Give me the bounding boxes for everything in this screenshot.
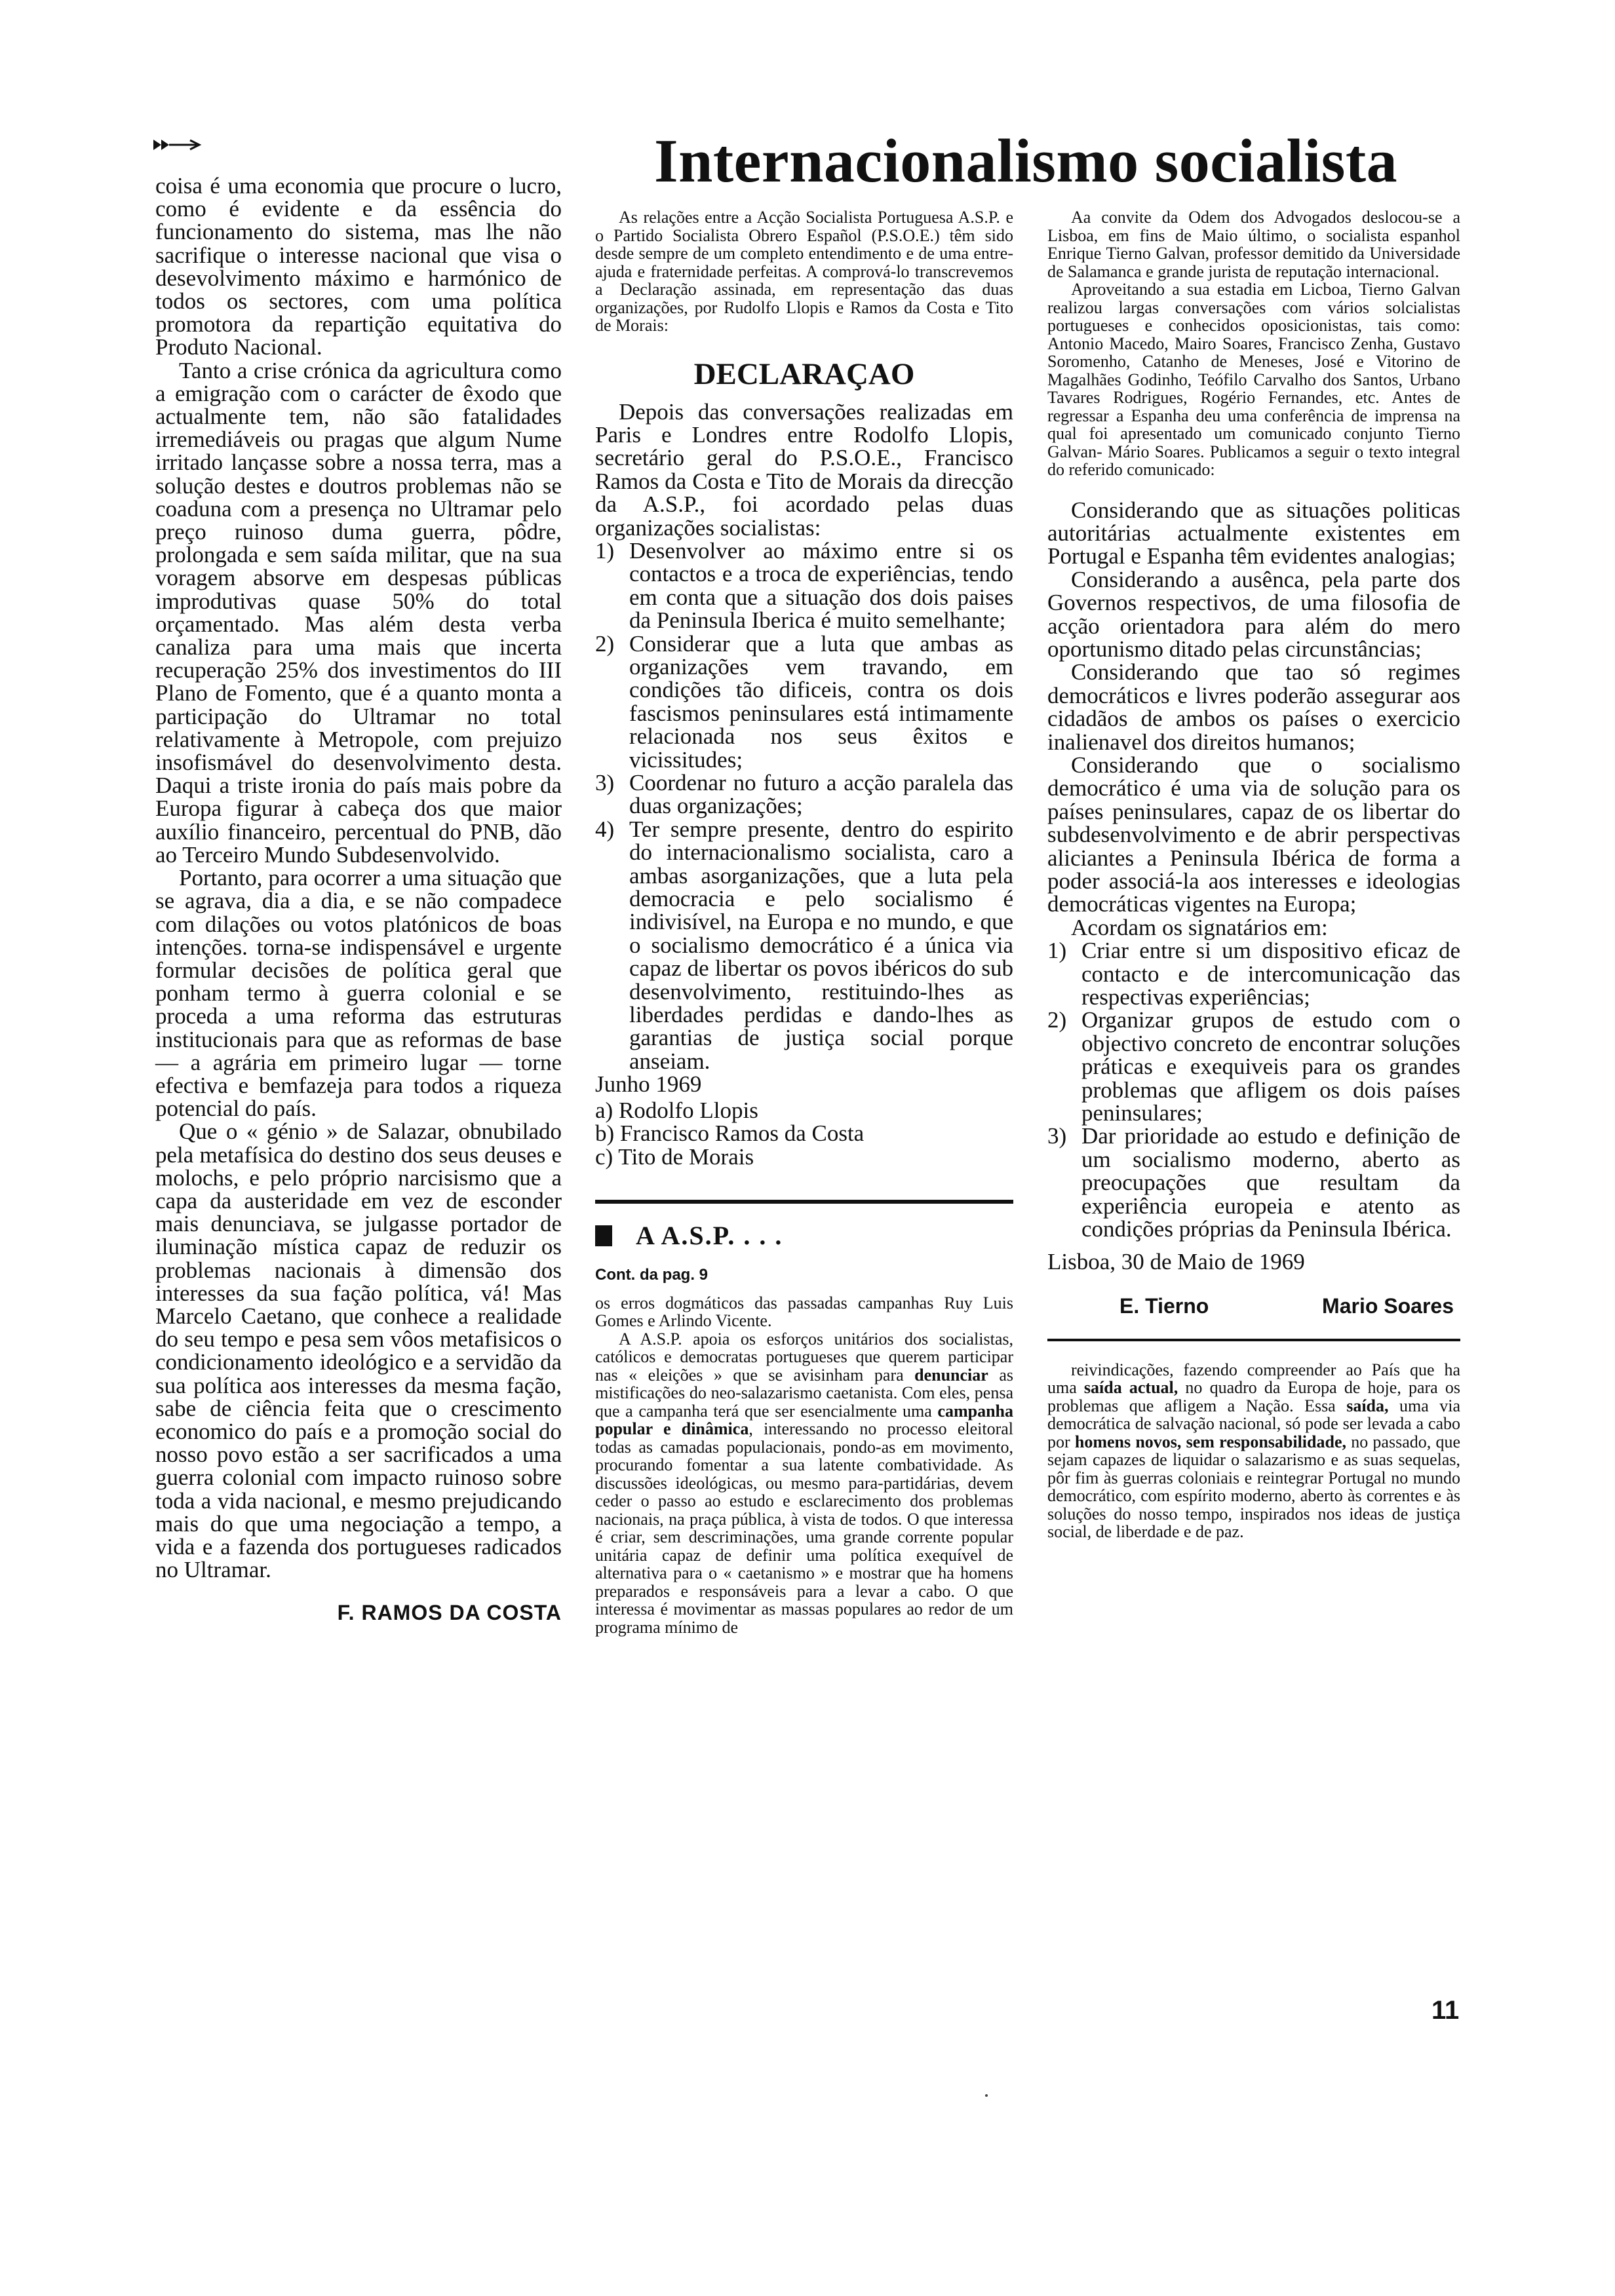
bold-text: saída actual, xyxy=(1083,1378,1178,1398)
text-run: no quadro da Europa de hoje, para os problemas que afligem a Nação. Essa xyxy=(1047,1378,1460,1415)
list-item xyxy=(595,771,1013,818)
item-text: Criar entre si um dispositivo eficaz de contacto e de intercomunicação das respectivas experiências; xyxy=(1081,938,1460,1010)
arrow-right-icon xyxy=(152,137,204,153)
bold-text: denunciar xyxy=(914,1365,988,1385)
text-run: uma via democrática de salvação nacional, só pode ser levada a cabo por xyxy=(1047,1396,1460,1451)
signature-tierno: E. Tierno xyxy=(1119,1293,1209,1318)
right-column xyxy=(1047,208,1460,1541)
list-item xyxy=(595,539,1013,632)
continuation-note: Cont. da pag. 9 xyxy=(595,1265,709,1284)
section-divider xyxy=(595,1200,1013,1204)
declaration-points xyxy=(595,539,1013,1073)
intro-paragraph: Aproveitando a sua estadia em Licboa, Tierno Galvan realizou largas conversações com vários solcialistas portugueses e conhecidos oposicionistas, tais como: Antonio Macedo, Mairo Soares, Francisco Zenha, Gustavo Soromenho, Catanho de Meneses, José e Vitorino de Magalhães Godinho, Teófilo Carvalho dos Santos, Urbano Tavares Rodrigues, Rogério Fernandes, etc. Antes de regressar a Espanha deu uma conferência de imprensa na qual foi apresentado um comunicado conjunto Tierno Galvan- Mário Soares. Publicamos a seguir o texto integral do referido comunicado: xyxy=(1047,280,1460,479)
paragraph: Tanto a crise crónica da agricultura como a emigração com o carácter de êxodo que actualmente tem, não são fatalidades irremediáveis ou pragas que algum Nume irritado lançasse sobre a nossa terra, mas a solução destes e doutros problemas não se coaduna com a presença no Ultramar pelo preço ruinoso duma guerra, pôdre, prolongada e sem saída militar, que na sua voragem absorve em despesas públicas improdutivas quase 50% do total orçamentado. Mas além desta verba canaliza para uma mais que incerta recuperação 25% dos investimentos do III Plano de Fomento, que é a quanto monta a participação do Ultramar no total relativamente à Metropole, com prejuizo insofismável do desenvolvimento desta. Daqui a triste ironia do país mais pobre da Europa figurar à cabeça dos que maior auxílio financeiro, percentual do PNB, dão ao Terceiro Mundo Subdesenvolvido. xyxy=(155,357,562,868)
section-divider xyxy=(1047,1339,1460,1341)
middle-column xyxy=(595,208,1013,1636)
list-item xyxy=(595,818,1013,1073)
item-number: 1) xyxy=(1047,938,1067,964)
signer: b) Francisco Ramos da Costa xyxy=(595,1120,865,1147)
item-text: Considerar que a luta que ambas as organizações vem travando, em condições tão dificeis, contra os dois fascismos peninsulares está intimamente relacionada nos seus êxitos e vicissitudes; xyxy=(629,630,1013,773)
communique-date: Lisboa, 30 de Maio de 1969 xyxy=(1047,1248,1305,1274)
item-number: 2) xyxy=(595,630,615,657)
item-number: 3) xyxy=(1047,1123,1067,1149)
asp-heading-text: A A.S.P. . . . xyxy=(636,1220,783,1250)
text-run: , interessando no processo eleitoral todas as camadas populacionais, pondo-as em movimento, procurando fomentar a sua latente combatividade. As discussões ideológicas, ou mesmo para-partidárias, devem ceder o passo ao estudo e esclarecimento dos problemas nacionais, na praça pública, à vista de todos. O que interessa é criar, sem descriminações, uma grande corrente popular unitária capaz de definir uma política exequível de alternativa para o « caetanismo » e mostrar que ha homens preparados e responsáveis para a levar a cabo. O que interessa é movimentar as massas populares ao redor de um programa mínimo de xyxy=(595,1419,1014,1637)
intro-paragraph: Aa convite da Odem dos Advogados deslocou-se a Lisboa, em fins de Maio último, o socialista espanhol Enrique Tierno Galvan, professor demitido da Universidade de Salamanca e grande jurista de reputação internacional. xyxy=(1047,208,1460,281)
signer: a) Rodolfo Llopis xyxy=(595,1097,758,1123)
signatures xyxy=(1119,1293,1454,1319)
list-item xyxy=(1047,939,1460,1008)
considerando: Acordam os signatários em: xyxy=(1071,914,1328,940)
text-run: A A.S.P. apoia os esforços unitários dos socialistas, católicos e democratas portugueses que querem participar nas « eleições » que se avisinham para xyxy=(595,1329,1013,1385)
considerando: Considerando a ausênca, pela parte dos Governos respectivos, de uma filosofia de acção orientadora para além do mero oportunismo ditado pelas circunstâncias; xyxy=(1047,566,1460,662)
paragraph: Portanto, para ocorrer a uma situação que se agrava, dia a dia, e se não compadece com dilações ou votos platónicos de boas intenções. torna-se indispensável e urgente formular decisões de política geral que ponham termo à guerra colonial e se proceda a uma reforma das estruturas institucionais para que as reformas de base — a agrária em primeiro lugar — torne efectiva e bemfazeja para todos a riqueza potencial do país. xyxy=(155,865,562,1122)
intro-paragraph: As relações entre a Acção Socialista Portuguesa A.S.P. e o Partido Socialista Obrero Español (P.S.O.E.) têm sido desde sempre de um completo entendimento e de uma entre-ajuda e fraternidade perfeitas. A comprová-lo transcrevemos a Declaração assinada, em representação das duas organizações, por Rudolfo Llopis e Ramos da Costa e Tito de Morais: xyxy=(595,208,1013,335)
agreement-points xyxy=(1047,939,1460,1240)
left-column xyxy=(155,174,562,1626)
item-text: Dar prioridade ao estudo e definição de um socialismo moderno, aberto as preocupações que resultam da experiência europeia e atento as condições próprias da Peninsula Ibérica. xyxy=(1081,1123,1460,1242)
list-item xyxy=(1047,1008,1460,1124)
paragraph: os erros dogmáticos das passadas campanhas Ruy Luis Gomes e Arlindo Vicente. xyxy=(595,1293,1013,1331)
considerando: Considerando que o socialismo democrático é uma via de solução para os países peninsulares, capaz de os libertar do subdesenvolvimento e de abrir perspectivas aliciantes a Peninsula Ibérica de forma a poder associá-la aos interesses e ideologias democráticas vigentes na Europa; xyxy=(1047,752,1460,917)
item-text: Organizar grupos de estudo com o objectivo concreto de encontrar soluções práticas e exequiveis para os grandes problemas que afligem os dois países peninsulares; xyxy=(1081,1007,1460,1126)
item-number: 2) xyxy=(1047,1007,1067,1033)
item-number: 3) xyxy=(595,770,615,795)
paragraph xyxy=(595,1330,1013,1637)
section-heading: DECLARAÇAO xyxy=(693,356,915,391)
considerando: Considerando que tao só regimes democráticos e livres poderão assegurar aos cidadãos de ambos os países o exercicio inalienavel dos direitos humanos; xyxy=(1047,659,1460,755)
asp-heading xyxy=(595,1219,1013,1252)
page-title: Internacionalismo socialista xyxy=(654,127,1398,195)
item-number: 1) xyxy=(595,537,615,564)
considerando: Considerando que as situações politicas autoritárias actualmente existentes em Portugal e Espanha têm evidentes analogias; xyxy=(1047,497,1460,569)
signers-list xyxy=(595,1099,1013,1168)
signature-soares: Mario Soares xyxy=(1322,1293,1454,1318)
list-item xyxy=(1047,1124,1460,1240)
paragraph: coisa é uma economia que procure o lucro, como é evidente e da essência do funcionamento do sistema, mas lhe não sacrifique o interesse nacional que visa o desevolvimento máximo e harmónico de todos os sectores, com uma política promotora da repartição equitativa do Produto Nacional. xyxy=(155,173,562,360)
lead-paragraph: Depois das conversações realizadas em Paris e Londres entre Rodolfo Llopis, secretário geral do P.S.O.E., Francisco Ramos da Costa e Tito de Morais da direcção da A.S.P., foi acordado pelas duas organizações socialistas: xyxy=(595,398,1013,541)
paragraph: Que o « génio » de Salazar, obnubilado pela metafísica do destino dos seus deuses e molochs, e pelo próprio narcisismo que a capa da austeridade em vez de esconder mais denunciava, se julgasse portador de iluminação mística capaz de reduzir os problemas nacionais à dimensão dos interesses da sua fação política, vá! Mas Marcelo Caetano, que conhece a realidade do seu tempo e pesa sem vôos metafisicos o condicionamento ideológico e a servidão da sua política aos interesses da mesma fação, sabe de ciência feita que o crescimento economico do país e a promoção social do nosso povo estão a ser sacrificados a uma guerra colonial com impacto ruinoso sobre toda a vida nacional, e mesmo prejudicando mais do que uma negociação a tempo, a vida e a fazenda dos portugueses radicados no Ultramar. xyxy=(155,1119,562,1583)
item-text: Desenvolver ao máximo entre si os contactos e a troca de experiências, tendo em conta que a situação dos dois paises da Peninsula Iberica é muito semelhante; xyxy=(629,537,1013,634)
signer: c) Tito de Morais xyxy=(595,1143,754,1170)
declaration-date: Junho 1969 xyxy=(595,1071,702,1098)
page-number: 11 xyxy=(1431,1996,1460,2025)
item-text: Coordenar no futuro a acção paralela das duas organizações; xyxy=(629,770,1013,819)
list-item xyxy=(595,632,1013,771)
item-text: Ter sempre presente, dentro do espirito do internacionalismo socialista, caro a ambas asorganizações, que a luta pela democracia e pelo socialismo é indivisível, na Europa e no mundo, e que o socialismo democrático é a única via capaz de libertar os povos ibéricos do sub desenvolvimento, restituindo-lhes as liberdades perdidas e dando-lhes as garantias de justiça social porque anseiam. xyxy=(629,816,1013,1074)
continued-paragraph xyxy=(1047,1361,1460,1541)
bold-text: campanha popular e dinâmica xyxy=(595,1401,1013,1439)
bold-text: saída, xyxy=(1346,1396,1389,1415)
item-number: 4) xyxy=(595,816,615,842)
print-speck xyxy=(985,2094,988,2097)
bold-text: homens novos, sem responsabilidade, xyxy=(1074,1432,1346,1451)
text-run: reivindicações, fazendo compreender ao País que ha uma xyxy=(1047,1360,1460,1398)
square-bullet-icon xyxy=(595,1225,612,1246)
author-signature: F. RAMOS DA COSTA xyxy=(337,1601,562,1625)
text-run: no passado, que sejam capazes de liquidar o salazarismo e as suas sequelas, pôr fim às guerras coloniais e reintegrar Portugal no mundo democrático, com espírito moderno, aberto às correntes e às soluções do nosso tempo, inspirados nos ideas de justiça social, de liberdade e de paz. xyxy=(1047,1432,1460,1542)
text-run: as mistificações do neo-salazarismo caetanista. Com eles, pensa que a campanha terá que ser esencialmente uma xyxy=(595,1365,1013,1421)
